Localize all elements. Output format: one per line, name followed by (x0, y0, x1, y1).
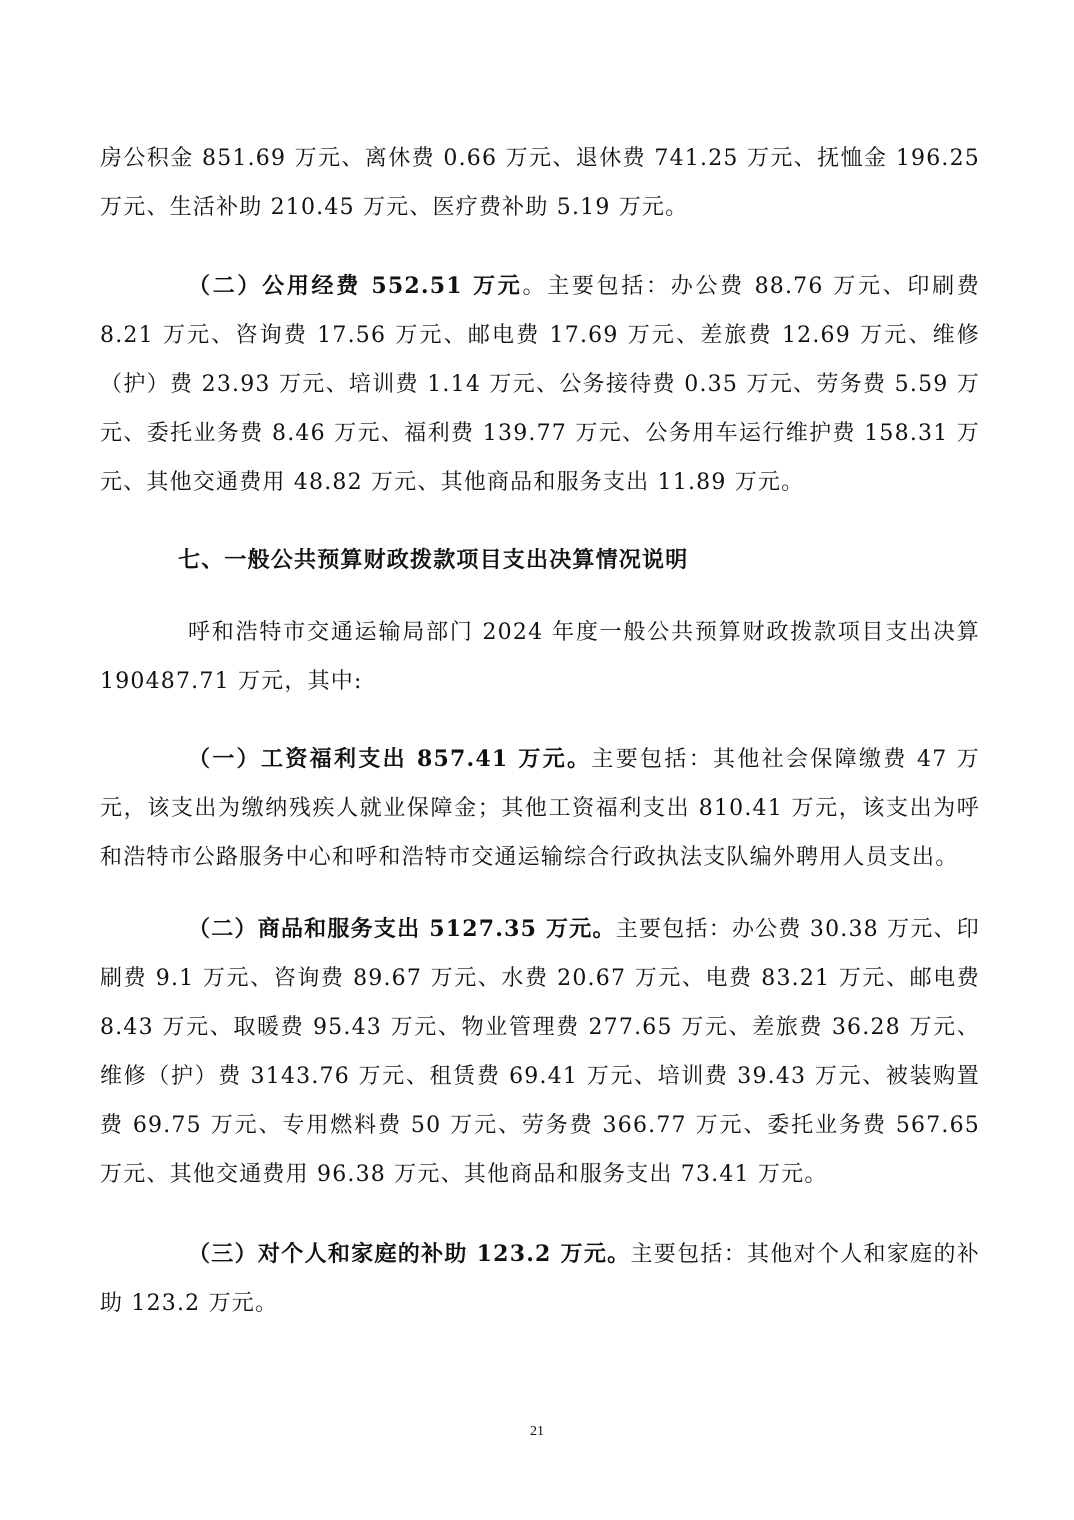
paragraph-public-expenses (100, 262, 980, 507)
paragraph-lead: （三）对个人和家庭的补助 123.2 万元。 (188, 1241, 631, 1267)
paragraph-lead: （一）工资福利支出 857.41 万元。 (188, 746, 592, 772)
paragraph-household-subsidy (100, 1230, 980, 1328)
paragraph-goods-services (100, 905, 980, 1199)
paragraph-wage-welfare (100, 735, 980, 882)
paragraph-lead: （二）公用经费 552.51 万元 (188, 273, 523, 299)
paragraph-text: 主要包括：其他对个人和家庭的补助 123.2 万元。 (100, 1242, 980, 1316)
paragraph-personnel-tail (100, 134, 980, 232)
paragraph-text: 房公积金 851.69 万元、离休费 0.66 万元、退休费 741.25 万元、抚恤金 196.25 万元、生活补助 210.45 万元、医疗费补助 5.19 万元。 (100, 146, 980, 220)
paragraph-text: 主要包括：办公费 30.38 万元、印刷费 9.1 万元、咨询费 89.67 万元、水费 20.67 万元、电费 83.21 万元、邮电费 8.43 万元、取暖费 95.43 万元、物业管理费 277.65 万元、差旅费 36.28 万元、维修（护）费 3143.76 万元、租赁费 69.41 万元、培训费 39.43 万元、被装购置费 69.75 万元、专用燃料费 50 万元、劳务费 366.77 万元、委托业务费 567.65 万元、其他交通费用 96.38 万元、其他商品和服务支出 73.41 万元。 (100, 917, 980, 1187)
paragraph-text: 。主要包括：办公费 88.76 万元、印刷费 8.21 万元、咨询费 17.56 万元、邮电费 17.69 万元、差旅费 12.69 万元、维修（护）费 23.93 万元、培训费 1.14 万元、公务接待费 0.35 万元、劳务费 5.59 万元、委托业务费 8.46 万元、福利费 139.77 万元、公务用车运行维护费 158.31 万元、其他交通费用 48.82 万元、其他商品和服务支出 11.89 万元。 (100, 274, 980, 495)
paragraph-text: 主要包括：其他社会保障缴费 47 万元，该支出为缴纳残疾人就业保障金；其他工资福利支出 810.41 万元，该支出为呼和浩特市公路服务中心和呼和浩特市交通运输综合行政执法支队编外聘用人员支出。 (100, 747, 980, 870)
paragraph-project-summary (100, 608, 980, 706)
page-number: 21 (530, 1424, 544, 1439)
section-heading: 七、一般公共预算财政拨款项目支出决算情况说明 (178, 547, 689, 573)
paragraph-lead: （二）商品和服务支出 5127.35 万元。 (188, 916, 616, 942)
paragraph-text: 呼和浩特市交通运输局部门 2024 年度一般公共预算财政拨款项目支出决算 190487.71 万元，其中: (100, 620, 980, 694)
